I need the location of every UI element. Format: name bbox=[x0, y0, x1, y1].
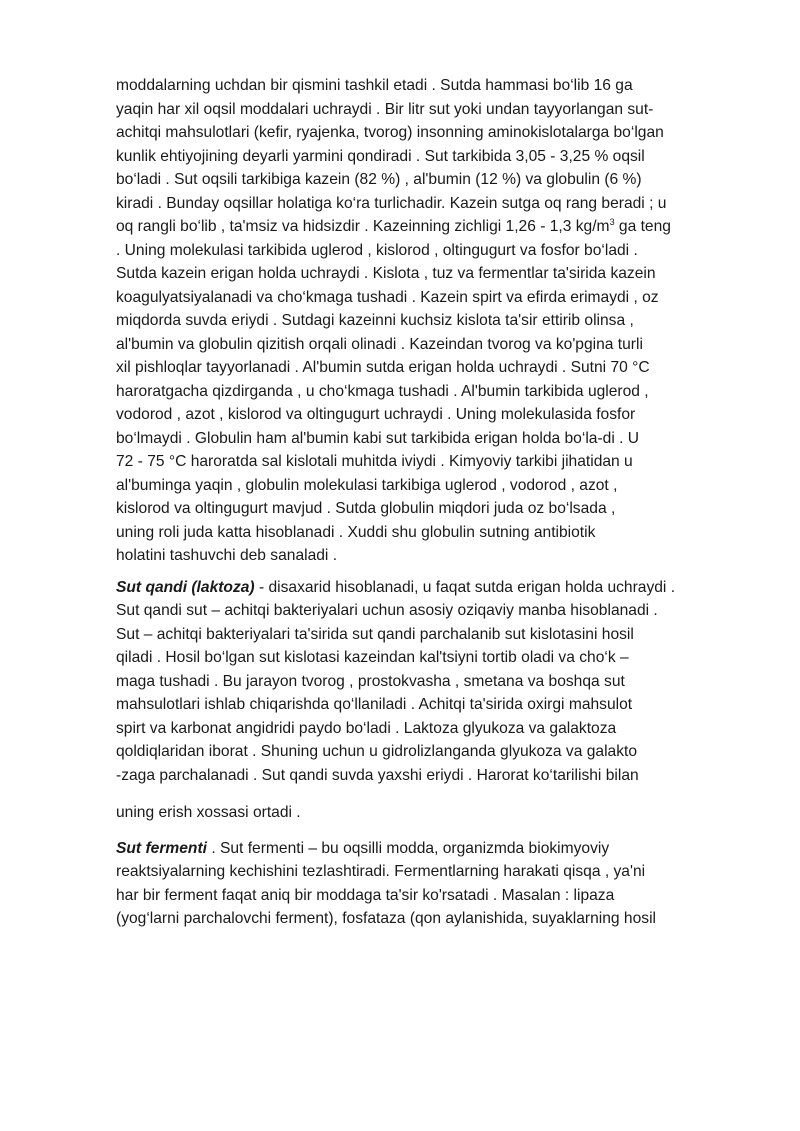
text-line: Sut qandi sut – achitqi bakteriyalari uchun asosiy oziqaviy manba hisoblanadi . bbox=[116, 602, 658, 619]
density-text: oq rangli bo‘lib , ta'msiz va hidsizdir . Kazeinning zichligi 1,26 - 1,3 kg/m bbox=[116, 218, 610, 235]
text-line: reaktsiyalarning kechishini tezlashtiradi. Fermentlarning harakati qisqa , ya'ni bbox=[116, 863, 646, 880]
text-line-first bbox=[116, 837, 730, 861]
paragraph-solubility bbox=[116, 801, 730, 825]
text-line: bo‘ladi . Sut oqsili tarkibiga kazein (82 %) , al'bumin (12 %) va globulin (6 %) bbox=[116, 171, 642, 188]
text-line: moddalarning uchdan bir qismini tashkil etadi . Sutda hammasi bo‘lib 16 ga bbox=[116, 77, 633, 94]
text-line: holatini tashuvchi deb sanaladi . bbox=[116, 547, 338, 564]
text-line: xil pishloqlar tayyorlanadi . Al'bumin sutda erigan holda uchraydi . Sutni 70 °C bbox=[116, 359, 650, 376]
text-line: uning erish xossasi ortadi . bbox=[116, 804, 301, 821]
text-line: yaqin har xil oqsil moddalari uchraydi . Bir litr sut yoki undan tayyorlangan sut- bbox=[116, 100, 654, 118]
paragraph-milk-proteins bbox=[116, 74, 730, 568]
text-line: Sut – achitqi bakteriyalari ta'sirida sut qandi parchalanib sut kislotasini hosil bbox=[116, 625, 634, 643]
text-line: koagulyatsiyalanadi va cho‘kmaga tushadi . Kazein spirt va efirda erimaydi , oz bbox=[116, 288, 659, 306]
text-line: har bir ferment faqat aniq bir moddaga ta'sir ko'rsatadi . Masalan : lipaza bbox=[116, 886, 615, 904]
text-line: spirt va karbonat angidridi paydo bo‘ladi . Laktoza glyukoza va galaktoza bbox=[116, 719, 617, 737]
text-line: (yog‘larni parchalovchi ferment), fosfataza (qon aylanishida, suyaklarning hosil bbox=[116, 910, 656, 927]
text-line: uning roli juda katta hisoblanadi . Xuddi shu globulin sutning antibiotik bbox=[116, 523, 596, 541]
text-line: kislorod va oltingugurt mavjud . Sutda globulin miqdori juda oz bo‘lsada , bbox=[116, 500, 616, 517]
text-line: mahsulotlari ishlab chiqarishda qo‘llaniladi . Achitqi ta'sirida oxirgi mahsulot bbox=[116, 696, 633, 713]
text-line: 72 - 75 °C haroratda sal kislotali muhitda iviydi . Kimyoviy tarkibi jihatidan u bbox=[116, 453, 633, 470]
text-line: maga tushadi . Bu jarayon tvorog , prostokvasha , smetana va boshqa sut bbox=[116, 672, 625, 690]
text-line: bo‘lmaydi . Globulin ham al'bumin kabi sut tarkibida erigan holda bo‘la-di . U bbox=[116, 429, 640, 447]
enzyme-intro: . Sut fermenti – bu oqsilli modda, organizmda biokimyoviy bbox=[206, 839, 610, 857]
text-line: qoldiqlaridan iborat . Shuning uchun u gidrolizlanganda glyukoza va galakto bbox=[116, 743, 638, 760]
text-line: qiladi . Hosil bo‘lgan sut kislotasi kazeindan kal'tsiyni tortib oladi va cho‘k – bbox=[116, 649, 629, 666]
cubic-superscript: 3 bbox=[609, 217, 615, 227]
text-line: al'buminga yaqin , globulin molekulasi tarkibiga uglerod , vodorod , azot , bbox=[116, 476, 618, 494]
text-line: -zaga parchalanadi . Sut qandi suvda yaxshi eriydi . Harorat ko‘tarilishi bilan bbox=[116, 766, 639, 784]
text-line: . Uning molekulasi tarkibida uglerod , kislorod , oltingugurt va fosfor bo‘ladi . bbox=[116, 241, 638, 259]
text-line: haroratgacha qizdirganda , u cho‘kmaga tushadi . Al'bumin tarkibida uglerod , bbox=[116, 382, 649, 400]
term-enzyme: Sut fermenti bbox=[116, 839, 207, 857]
text-line: kiradi . Bunday oqsillar holatiga ko‘ra turlichadir. Kazein sutga oq rang beradi ; u bbox=[116, 194, 667, 212]
text-line: achitqi mahsulotlari (kefir, ryajenka, tvorog) insonning aminokislotalarga bo‘lgan bbox=[116, 124, 664, 141]
text-line: miqdorda suvda eriydi . Sutdagi kazeinni kuchsiz kislota ta'sir ettirib olinsa , bbox=[116, 312, 634, 329]
text-line: Sutda kazein erigan holda uchraydi . Kislota , tuz va fermentlar ta'sirida kazein bbox=[116, 265, 656, 282]
text-line-first bbox=[116, 576, 730, 600]
text-line: kunlik ehtiyojining deyarli yarmini qondiradi . Sut tarkibida 3,05 - 3,25 % oqsil bbox=[116, 147, 645, 165]
text-line: al'bumin va globulin qizitish orqali olinadi . Kazeindan tvorog va ko'pgina turli bbox=[116, 335, 643, 353]
density-text-end: ga teng bbox=[614, 218, 671, 235]
lactose-intro: - disaxarid hisoblanadi, u faqat sutda erigan holda uchraydi . bbox=[254, 578, 676, 596]
text-line: vodorod , azot , kislorod va oltingugurt uchraydi . Uning molekulasida fosfor bbox=[116, 406, 636, 423]
paragraph-milk-enzymes bbox=[116, 837, 730, 931]
term-lactose: Sut qandi (laktoza) bbox=[116, 578, 255, 596]
paragraph-lactose bbox=[116, 576, 730, 788]
text-line-density bbox=[116, 215, 730, 239]
